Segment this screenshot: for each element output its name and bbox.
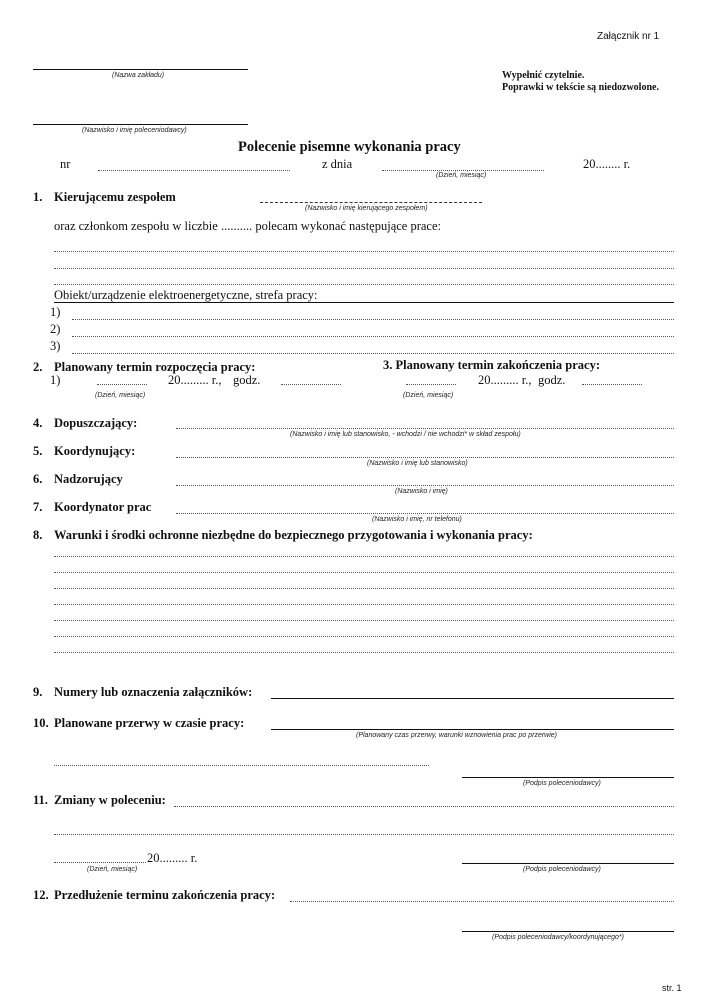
supervisor-hint: (Nazwisko i imię) [395,488,448,495]
s6-label: Nadzorujący [54,472,123,486]
attachment-label: Załącznik nr 1 [597,31,660,42]
work-line-3[interactable] [54,284,674,285]
attachments-field[interactable] [271,698,674,699]
s4-number: 4. [33,416,43,430]
s5-label: Koordynujący: [54,444,136,458]
admitting-hint: (Nazwisko i imię lub stanowisko, - wchodzi / nie wchodzi* w skład zespołu) [290,431,521,438]
notice-line2: Poprawki w tekście są niedozwolone. [502,82,659,93]
s7-number: 7. [33,500,43,514]
s11-signature-hint: (Podpis poleceniodawcy) [523,866,601,873]
end-godz-label: godz. [538,373,566,387]
work-line-1[interactable] [54,251,674,252]
date-hint: (Dzień, miesiąc) [436,172,487,179]
start-date-hint: (Dzień, miesiąc) [95,392,146,399]
s12-number: 12. [33,888,49,902]
s12-signature-line[interactable] [462,931,674,932]
nr-label: nr [60,157,71,171]
end-date-hint: (Dzień, miesiąc) [403,392,454,399]
change-year[interactable]: 20......... r. [147,851,198,865]
object-item-2-label: 2) [50,322,61,336]
company-name-line[interactable] [33,69,248,70]
team-leader-hint: (Nazwisko i imię kierującego zespołem) [305,205,428,212]
start-time-field[interactable] [281,384,341,385]
s9-label: Numery lub oznaczenia załączników: [54,685,253,699]
commissioner-name-line[interactable] [33,124,248,125]
s8-label: Warunki i środki ochronne niezbędne do bezpiecznego przygotowania i wykonania pracy: [54,528,533,542]
notice-line1: Wypełnić czytelnie. [502,70,585,81]
s10-signature-line[interactable] [462,777,674,778]
crew-text: oraz członkom zespołu w liczbie .......... polecam wykonać następujące prace: [54,219,441,233]
work-coordinator-field[interactable] [176,513,674,514]
s2-label: Planowany termin rozpoczęcia pracy: [54,360,256,374]
object-item-2-field[interactable] [72,336,674,337]
safety-line-4[interactable] [54,604,674,605]
page-title: Polecenie pisemne wykonania pracy [238,139,461,155]
year-field[interactable]: 20........ r. [583,157,631,171]
s11-label: Zmiany w poleceniu: [54,793,166,807]
coordinating-hint: (Nazwisko i imię lub stanowisko) [367,460,468,467]
date-field[interactable] [382,170,544,171]
safety-line-6[interactable] [54,636,674,637]
end-date-field[interactable] [406,384,456,385]
start-year[interactable]: 20......... r., [168,373,222,387]
breaks-line-2[interactable] [54,765,429,766]
s1-label: Kierującemu zespołem [54,190,176,204]
s6-number: 6. [33,472,43,486]
s9-number: 9. [33,685,43,699]
work-coordinator-hint: (Nazwisko i imię, nr telefonu) [372,516,462,523]
safety-line-3[interactable] [54,588,674,589]
work-line-2[interactable] [54,268,674,269]
s2-number: 2. [33,360,43,374]
changes-field[interactable] [174,806,674,807]
s12-signature-hint: (Podpis poleceniodawcy/koordynującego*) [492,934,624,941]
s4-label: Dopuszczający: [54,416,138,430]
s10-label: Planowane przerwy w czasie pracy: [54,716,245,730]
extension-field[interactable] [290,901,674,902]
admitting-field[interactable] [176,428,674,429]
object-underline [54,302,674,303]
s3-label: 3. Planowany termin zakończenia pracy: [383,358,600,372]
s10-number: 10. [33,716,49,730]
safety-line-7[interactable] [54,652,674,653]
date-label: z dnia [322,157,353,171]
s12-label: Przedłużenie terminu zakończenia pracy: [54,888,276,902]
nr-field[interactable] [98,170,290,171]
object-item-1-label: 1) [50,305,61,319]
s10-signature-hint: (Podpis poleceniodawcy) [523,780,601,787]
safety-line-5[interactable] [54,620,674,621]
commissioner-name-hint: (Nazwisko i imię poleceniodawcy) [82,127,187,134]
breaks-field[interactable] [271,729,674,730]
company-name-hint: (Nazwa zakładu) [112,72,165,79]
s11-signature-line[interactable] [462,863,674,864]
object-item-3-field[interactable] [72,353,674,354]
change-date-hint: (Dzień, miesiąc) [87,866,138,873]
safety-line-2[interactable] [54,572,674,573]
page-number: str. 1 [662,983,682,993]
team-leader-field[interactable] [260,202,482,203]
s1-number: 1. [33,190,43,204]
s2-prefix: 1) [50,373,61,387]
s11-number: 11. [33,793,48,807]
s5-number: 5. [33,444,43,458]
coordinating-field[interactable] [176,457,674,458]
end-time-field[interactable] [582,384,642,385]
breaks-hint: (Planowany czas przerwy, warunki wznowienia prac po przerwie) [356,732,558,739]
object-text: Obiekt/urządzenie elektroenergetyczne, strefa pracy: [54,288,318,302]
object-item-1-field[interactable] [72,319,674,320]
object-item-3-label: 3) [50,339,61,353]
start-date-field[interactable] [97,384,147,385]
safety-line-1[interactable] [54,556,674,557]
changes-line-2[interactable] [54,834,674,835]
start-godz-label: godz. [233,373,261,387]
supervisor-field[interactable] [176,485,674,486]
change-date-field[interactable] [54,862,146,863]
end-year[interactable]: 20......... r., [478,373,532,387]
s7-label: Koordynator prac [54,500,152,514]
s8-number: 8. [33,528,43,542]
